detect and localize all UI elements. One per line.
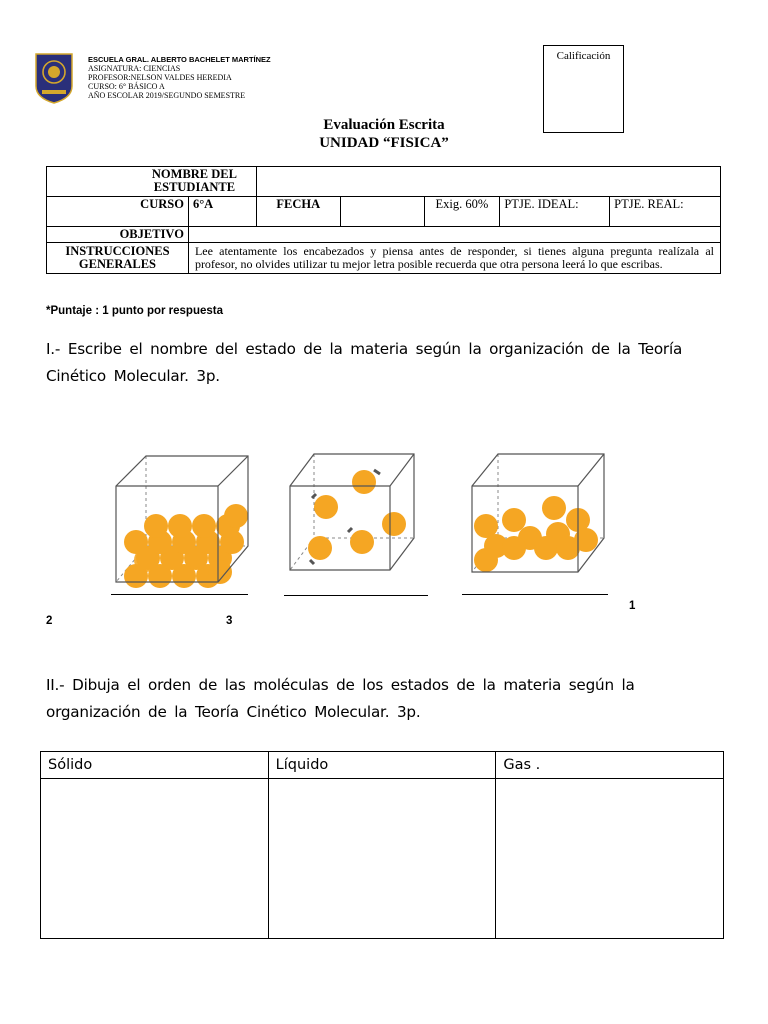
- year-line: AÑO ESCOLAR 2019/SEGUNDO SEMESTRE: [88, 91, 246, 100]
- course-label: CURSO: [47, 197, 189, 227]
- draw-cell-solid[interactable]: [41, 779, 269, 939]
- number-label-1: 1: [629, 600, 636, 612]
- draw-cell-gas[interactable]: [496, 779, 724, 939]
- question-2: II.- Dibuja el orden de las moléculas de los estados de la materia según la organización de la Teoría Cinético Molecular. 3p.: [46, 676, 635, 721]
- school-name: ESCUELA GRAL. ALBERTO BACHELET MARTÍNEZ: [88, 55, 271, 64]
- title-line-1: Evaluación Escrita: [323, 117, 445, 133]
- exig-label: Exig. 60%: [424, 197, 500, 227]
- ideal-score-label: PTJE. IDEAL:: [500, 197, 610, 227]
- course-value: 6°A: [188, 197, 256, 227]
- number-label-3: 3: [226, 615, 233, 627]
- score-note: *Puntaje : 1 punto por respuesta: [46, 305, 223, 317]
- student-name-label: NOMBRE DEL ESTUDIANTE: [47, 167, 257, 197]
- teacher-line: PROFESOR:NELSON VALDES HEREDIA: [88, 73, 232, 82]
- instructions-text: Lee atentamente los encabezados y piensa antes de responder, si tienes alguna pregunta realízala al profesor, no olvides utilizar tu mejor letra posible recuerda que otra persona leerá lo que escribas.: [188, 243, 720, 274]
- draw-cell-liquid[interactable]: [268, 779, 496, 939]
- school-crest-icon: [34, 52, 74, 104]
- date-label: FECHA: [256, 197, 340, 227]
- title-line-2: UNIDAD “FISICA”: [319, 135, 449, 151]
- number-label-2: 2: [46, 615, 53, 627]
- solid-cube-illustration: [112, 450, 254, 588]
- gas-cube-illustration: [286, 450, 420, 578]
- objective-field: [188, 227, 720, 243]
- header-liquid: Líquido: [268, 752, 496, 779]
- subject-line: ASIGNATURA: CIENCIAS: [88, 64, 181, 73]
- liquid-cube-illustration: [468, 448, 610, 580]
- objective-label: OBJETIVO: [47, 227, 189, 243]
- header-gas: Gas .: [496, 752, 724, 779]
- drawing-table: [40, 751, 724, 939]
- grade-label: Calificación: [556, 50, 611, 62]
- instructions-label: INSTRUCCIONES GENERALES: [47, 243, 189, 274]
- student-info-table: [46, 166, 721, 274]
- page-title: [0, 116, 768, 152]
- question-1: I.- Escribe el nombre del estado de la materia según la organización de la Teoría Cinético Molecular. 3p.: [46, 340, 683, 385]
- header-solid: Sólido: [41, 752, 269, 779]
- answer-line-1[interactable]: [111, 594, 248, 595]
- course-line: CURSO: 6° BÁSICO A: [88, 82, 165, 91]
- real-score-label: PTJE. REAL:: [610, 197, 721, 227]
- school-info: [88, 55, 271, 100]
- answer-line-2[interactable]: [284, 595, 428, 596]
- answer-line-3[interactable]: [462, 594, 608, 595]
- date-field[interactable]: [340, 197, 424, 227]
- student-name-field[interactable]: [256, 167, 720, 197]
